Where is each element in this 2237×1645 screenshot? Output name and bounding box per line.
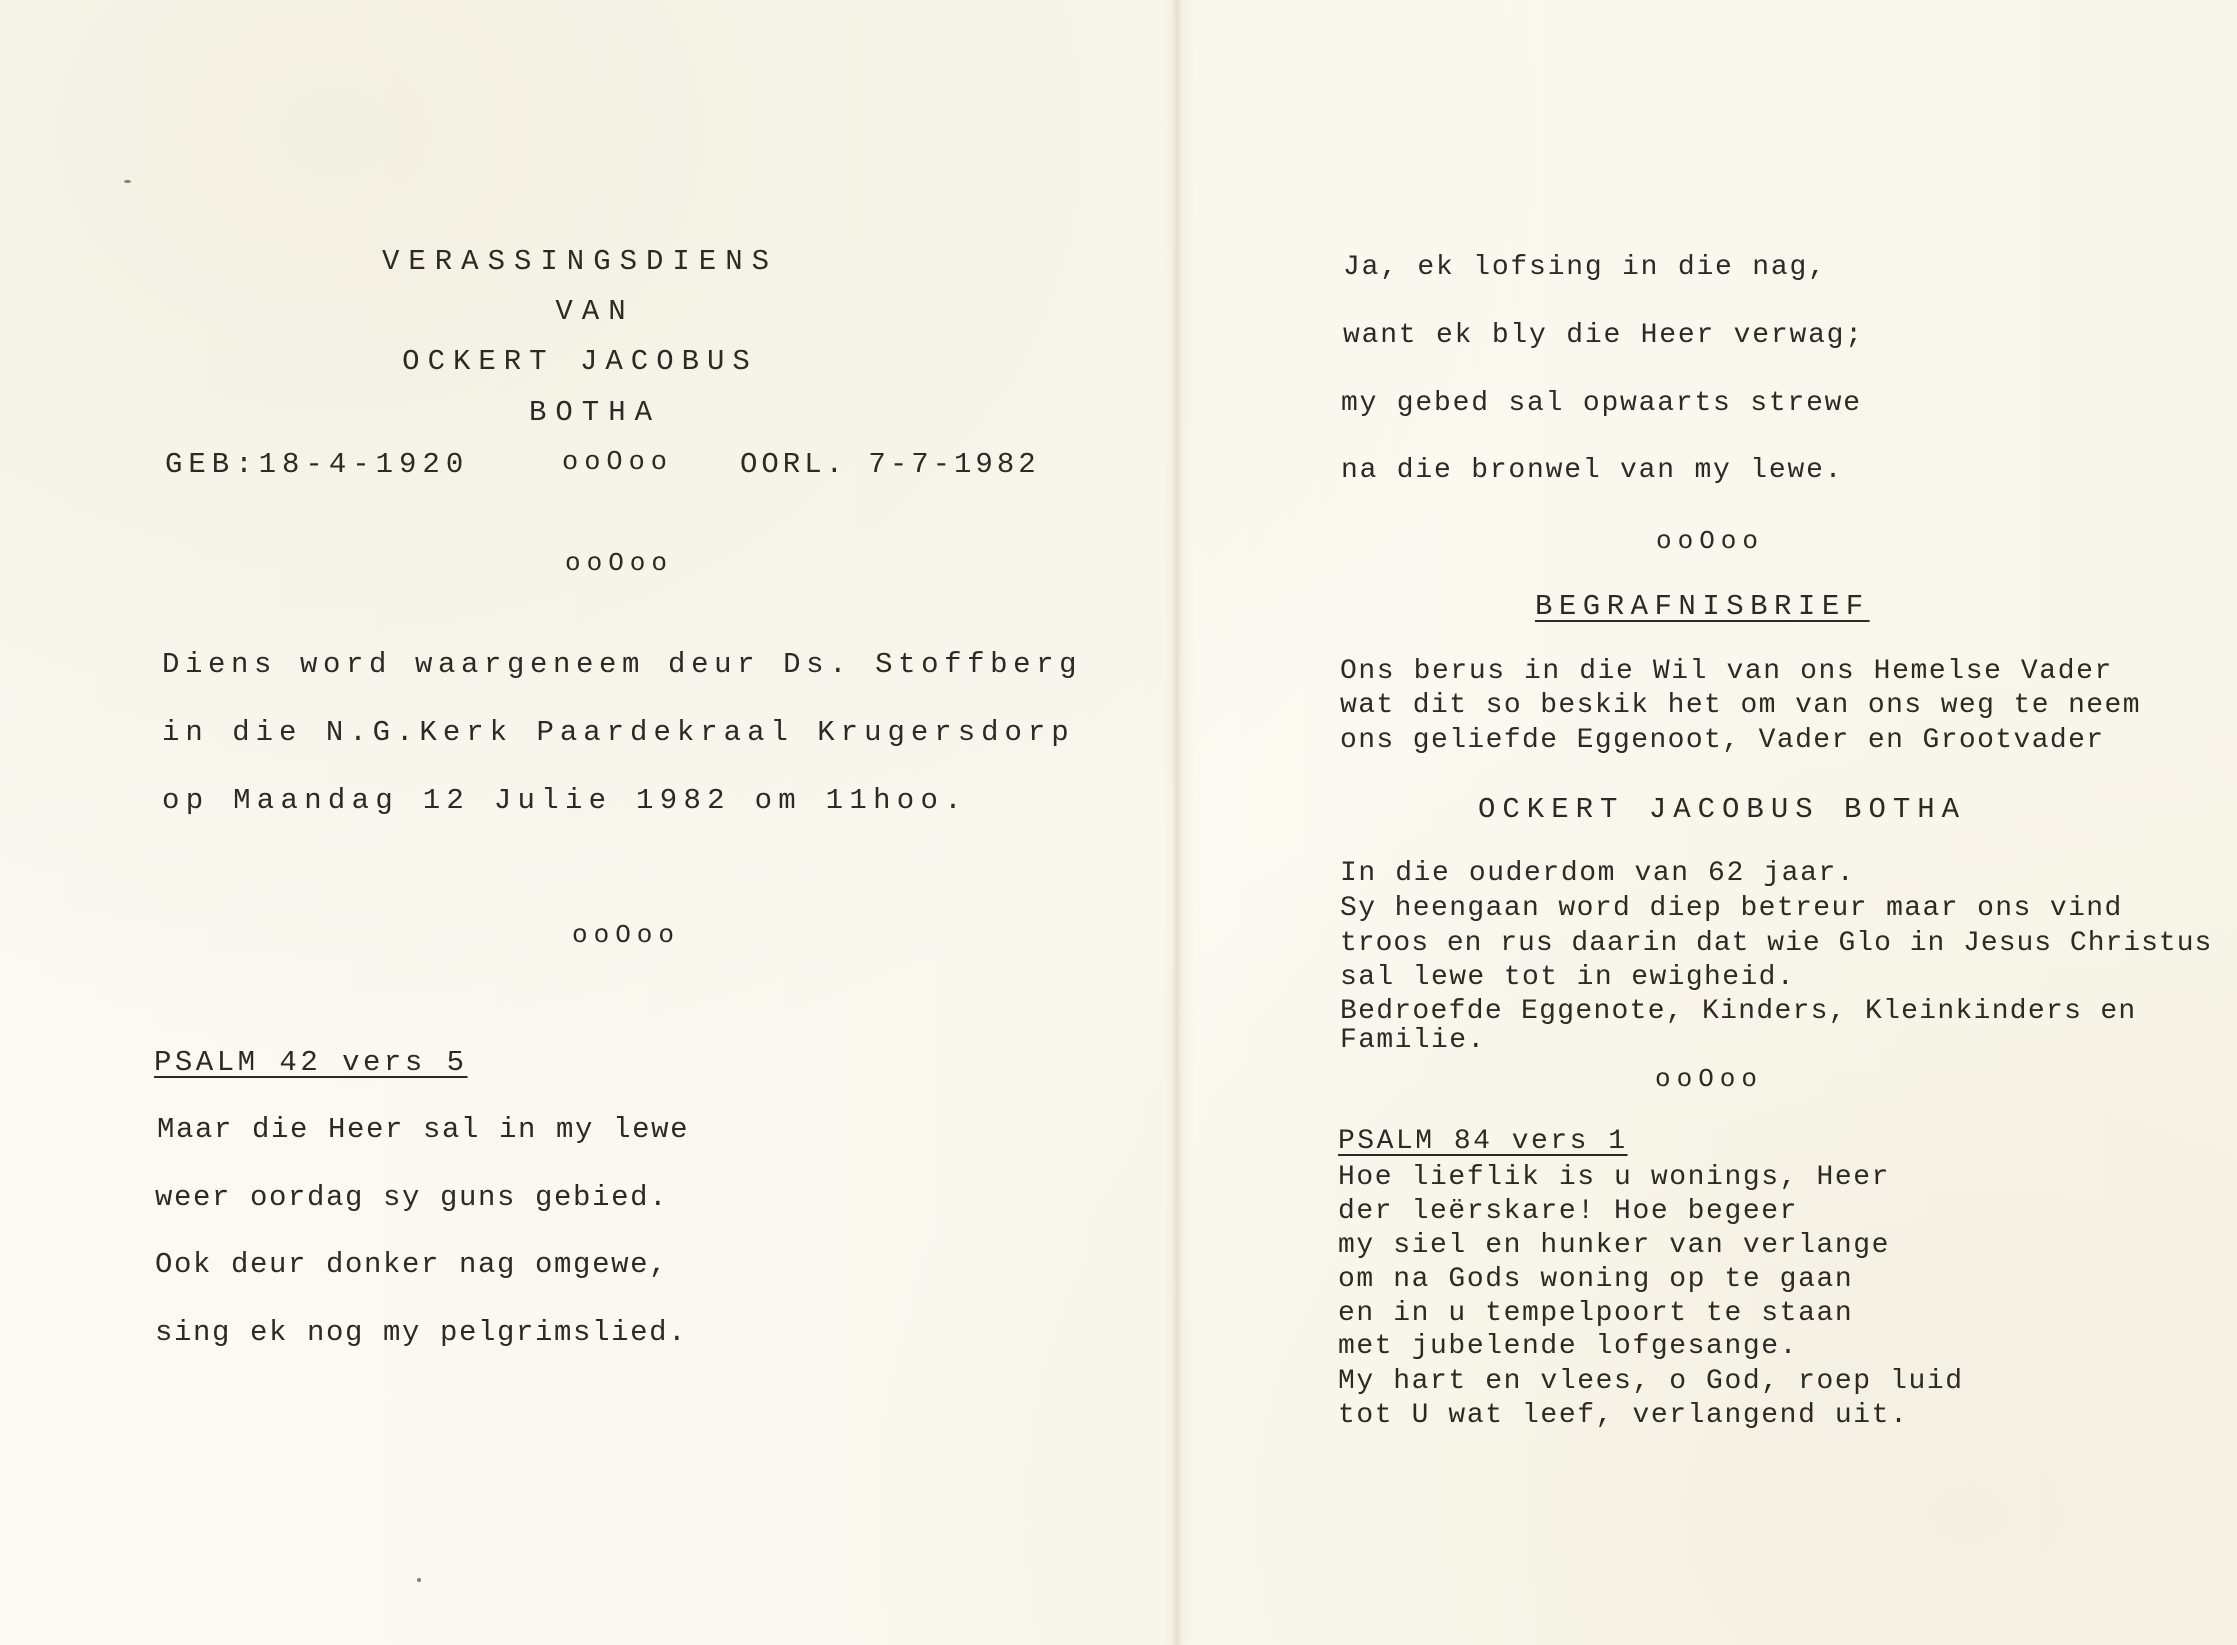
separator: ooOoo	[565, 548, 674, 578]
body-line: sal lewe tot in ewigheid.	[1340, 962, 1796, 993]
body-line: Bedroefde Eggenote, Kinders, Kleinkinders en	[1340, 996, 2137, 1027]
title-line-3: OCKERT JACOBUS	[402, 345, 758, 378]
psalm-line: tot U wat leef, verlangend uit.	[1338, 1400, 1909, 1431]
ink-speck	[124, 180, 131, 183]
psalm-line: sing ek nog my pelgrimslied.	[155, 1316, 688, 1349]
psalm-line: der leërskare! Hoe begeer	[1338, 1196, 1799, 1227]
title-line-4: BOTHA	[528, 396, 661, 429]
separator: ooOoo	[572, 920, 681, 950]
body-line: Familie.	[1340, 1025, 1486, 1056]
psalm-line: Maar die Heer sal in my lewe	[157, 1113, 690, 1146]
intro-line: wat dit so beskik het om van ons weg te neem	[1340, 690, 2141, 721]
birth-date: GEB:18-4-1920	[165, 448, 470, 481]
separator: ooOoo	[1656, 526, 1765, 556]
service-line-3: op Maandag 12 Julie 1982 om 11hoo.	[162, 784, 968, 817]
body-line: Sy heengaan word diep betreur maar ons vind	[1340, 893, 2123, 924]
psalm-heading: PSALM 42 vers 5	[154, 1046, 468, 1079]
date-separator: ooOoo	[562, 448, 674, 478]
psalm-line: my siel en hunker van verlange	[1338, 1230, 1891, 1261]
body-line: troos en rus daarin dat wie Glo in Jesus Christus	[1340, 928, 2213, 959]
paper-fold	[1172, 0, 1182, 1645]
psalm-line: Hoe lieflik is u wonings, Heer	[1338, 1162, 1891, 1193]
psalm-line: weer oordag sy guns gebied.	[155, 1181, 669, 1214]
psalm-line: Ook deur donker nag omgewe,	[155, 1248, 669, 1281]
psalm-heading: PSALM 84 vers 1	[1338, 1126, 1628, 1157]
intro-line: Ons berus in die Wil van ons Hemelse Vader	[1340, 656, 2113, 687]
psalm-line: om na Gods woning op te gaan	[1338, 1264, 1854, 1295]
psalm-line: met jubelende lofgesange.	[1338, 1331, 1799, 1362]
psalm-line: My hart en vlees, o God, roep luid	[1338, 1366, 1964, 1397]
section-heading: BEGRAFNISBRIEF	[1535, 590, 1870, 623]
ink-speck	[417, 1578, 421, 1582]
service-line-2: in die N.G.Kerk Paardekraal Krugersdorp	[162, 716, 1075, 749]
title-line-2: VAN	[555, 295, 635, 328]
verse-line: Ja, ek lofsing in die nag,	[1343, 252, 1827, 283]
separator: ooOoo	[1655, 1064, 1764, 1094]
death-date: OORL. 7-7-1982	[740, 448, 1040, 481]
intro-line: ons geliefde Eggenoot, Vader en Grootvader	[1340, 725, 2105, 756]
deceased-name: OCKERT JACOBUS BOTHA	[1478, 793, 1967, 826]
verse-line: my gebed sal opwaarts strewe	[1341, 388, 1862, 419]
verse-line: na die bronwel van my lewe.	[1341, 455, 1844, 486]
title-line-1: VERASSINGSDIENS	[381, 245, 779, 278]
body-line: In die ouderdom van 62 jaar.	[1340, 858, 1856, 889]
psalm-line: en in u tempelpoort te staan	[1338, 1298, 1854, 1329]
service-line-1: Diens word waargeneem deur Ds. Stoffberg	[162, 648, 1083, 681]
verse-line: want ek bly die Heer verwag;	[1343, 320, 1864, 351]
